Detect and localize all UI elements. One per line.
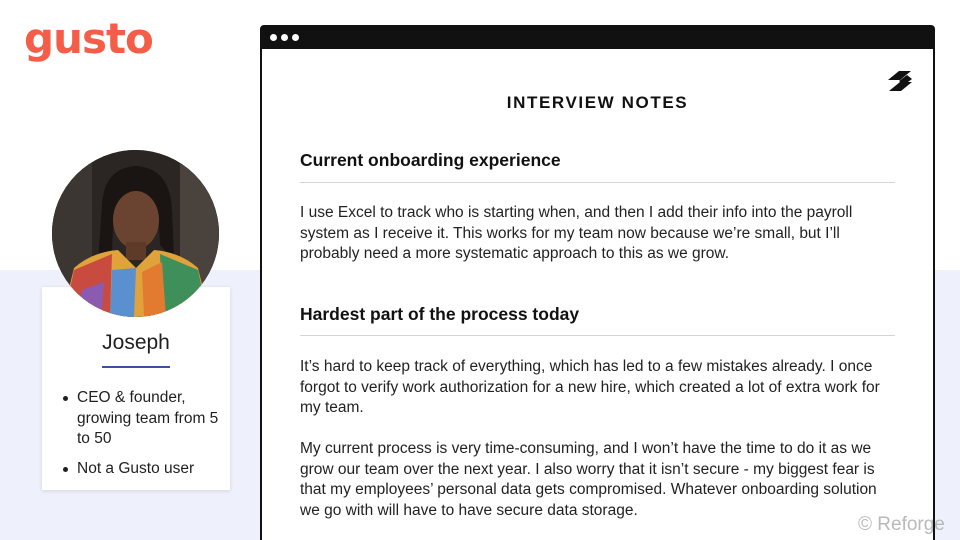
- section-divider: [300, 182, 895, 183]
- section-divider: [300, 335, 895, 336]
- persona-bullet: Not a Gusto user: [62, 459, 227, 480]
- note-paragraph: My current process is very time-consuming, and I won’t have the time to do it as we grow our team over the next year. I also worry that it isn’t secure - my biggest fear is that my employees’ personal data gets compromised. Whatever onboarding solution we go with will have to have secure data storage.: [300, 440, 877, 520]
- person-photo-icon: [52, 150, 219, 317]
- gusto-logo: gusto: [24, 14, 153, 63]
- window-title-bar: [262, 27, 933, 49]
- window-dot: [281, 34, 288, 41]
- note-paragraph: It’s hard to keep track of everything, which has led to a few mistakes already. I once forgot to verify work authorization for a new hire, which created a lot of extra work for my team.: [300, 358, 880, 417]
- persona-name: Joseph: [102, 331, 170, 354]
- note-paragraph: I use Excel to track who is starting when, and then I add their info into the payroll system as I receive it. This works for my team now because we’re small, but I’ll probably need a more systematic approach to this as we grow.: [300, 204, 853, 263]
- interview-notes-window: [260, 25, 935, 540]
- section-heading: Current onboarding experience: [300, 150, 561, 170]
- window-dot: [270, 34, 277, 41]
- reforge-watermark: © Reforge: [858, 514, 945, 535]
- persona-bullet: CEO & founder, growing team from 5 to 50: [62, 388, 227, 450]
- section-heading: Hardest part of the process today: [300, 304, 580, 324]
- avatar: [52, 150, 219, 317]
- persona-card: [42, 287, 230, 490]
- window-dot: [292, 34, 299, 41]
- page-title: INTERVIEW NOTES: [506, 93, 689, 112]
- name-underline: [102, 366, 170, 368]
- persona-bullet-list: [62, 388, 227, 488]
- reforge-mark-icon: [886, 69, 914, 93]
